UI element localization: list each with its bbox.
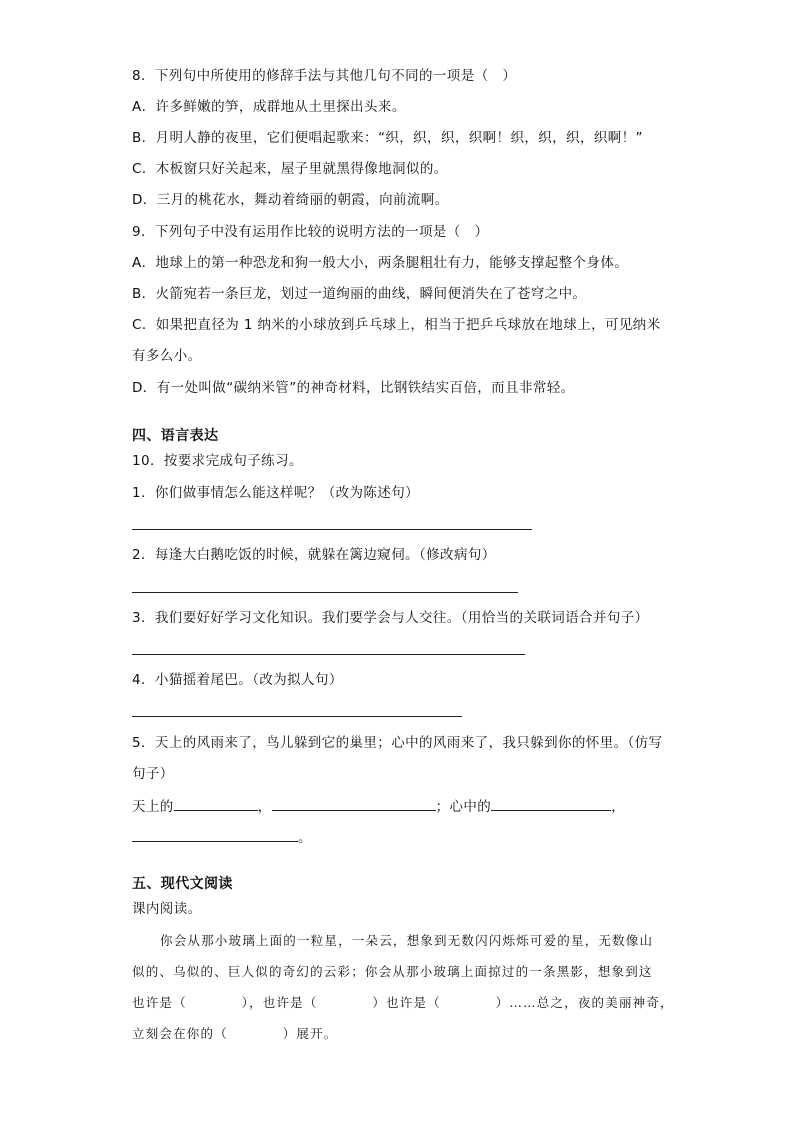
exercise-4-answer-line[interactable] xyxy=(132,716,462,717)
exercise-2-answer-line[interactable] xyxy=(132,592,518,593)
section-4-heading: 四、语言表达 xyxy=(132,428,219,444)
exercise-4-prompt: 4．小猫摇着尾巴。（改为拟人句） xyxy=(132,672,343,688)
fill-text-sky: 天上的 xyxy=(132,799,174,815)
question-8-option-b: B．月明人静的夜里，它们便唱起歌来：“织，织，织，织啊！织，织，织，织啊！” xyxy=(132,130,643,146)
fill-blank-2[interactable] xyxy=(272,796,436,811)
question-9-option-a: A．地球上的第一种恐龙和狗一般大小，两条腿粗壮有力，能够支撑起整个身体。 xyxy=(132,255,629,271)
passage-line-4: 立刻会在你的（ ）展开。 xyxy=(132,1026,338,1041)
passage-line-2: 似的、乌似的、巨人似的奇幻的云彩；你会从那小玻璃上面掠过的一条黑影，想象到这 xyxy=(132,964,653,979)
exercise-5-fill-row-2 xyxy=(132,827,312,848)
question-9-option-c-line1: C．如果把直径为 1 纳米的小球放到乒乓球上，相当于把乒乓球放在地球上，可见纳米 xyxy=(132,317,661,333)
exercise-5-prompt-line2: 句子） xyxy=(132,766,174,782)
passage-line-3: 也许是（ ），也许是（ ）也许是（ ）……总之，夜的美丽神奇， xyxy=(132,995,674,1010)
question-10-stem: 10．按要求完成句子练习。 xyxy=(132,453,303,469)
fill-blank-4[interactable] xyxy=(132,827,298,842)
question-8-stem: 8．下列句中所使用的修辞手法与其他几句不同的一项是（ ） xyxy=(132,68,517,84)
fill-text-heart: ；心中的 xyxy=(435,799,492,815)
question-9-option-b: B．火箭宛若一条巨龙，划过一道绚丽的曲线，瞬间便消失在了苍穹之中。 xyxy=(132,286,587,302)
exercise-3-prompt: 3．我们要好好学习文化知识。我们要学会与人交往。（用恰当的关联词语合并句子） xyxy=(132,610,649,626)
fill-period: 。 xyxy=(298,830,312,846)
question-9-option-c-line2: 有多么小。 xyxy=(132,348,202,364)
section-5-heading: 五、现代文阅读 xyxy=(132,876,233,892)
fill-comma-2: ， xyxy=(611,799,626,815)
fill-comma-1: ， xyxy=(257,799,272,815)
exercise-5-fill-row xyxy=(132,796,625,817)
question-8-option-d: D．三月的桃花水，舞动着绮丽的朝霞，向前流啊。 xyxy=(132,192,449,208)
fill-blank-1[interactable] xyxy=(174,796,258,811)
question-9-option-d: D．有一处叫做“碳纳米管”的神奇材料，比钢铁结实百倍，而且非常轻。 xyxy=(132,380,575,396)
question-8-option-c: C．木板窗只好关起来，屋子里就黑得像地洞似的。 xyxy=(132,161,448,177)
exercise-3-answer-line[interactable] xyxy=(132,654,525,655)
question-9-stem: 9．下列句子中没有运用作比较的说明方法的一项是（ ） xyxy=(132,224,489,240)
exercise-1-prompt: 1．你们做事情怎么能这样呢？（改为陈述句） xyxy=(132,485,419,501)
question-8-option-a: A．许多鲜嫩的笋，成群地从土里探出头来。 xyxy=(132,99,406,115)
passage-line-1: 你会从那小玻璃上面的一粒星，一朵云，想象到无数闪闪烁烁可爱的星，无数像山 xyxy=(160,933,654,948)
section-5-subheading: 课内阅读。 xyxy=(132,901,202,917)
exercise-1-answer-line[interactable] xyxy=(132,529,532,530)
exercise-2-prompt: 2．每逢大白鹅吃饭的时候，就躲在篱边窥伺。（修改病句） xyxy=(132,547,496,563)
fill-blank-3[interactable] xyxy=(491,796,611,811)
exercise-5-prompt-line1: 5．天上的风雨来了，鸟儿躲到它的巢里；心中的风雨来了，我只躲到你的怀里。（仿写 xyxy=(132,735,663,751)
